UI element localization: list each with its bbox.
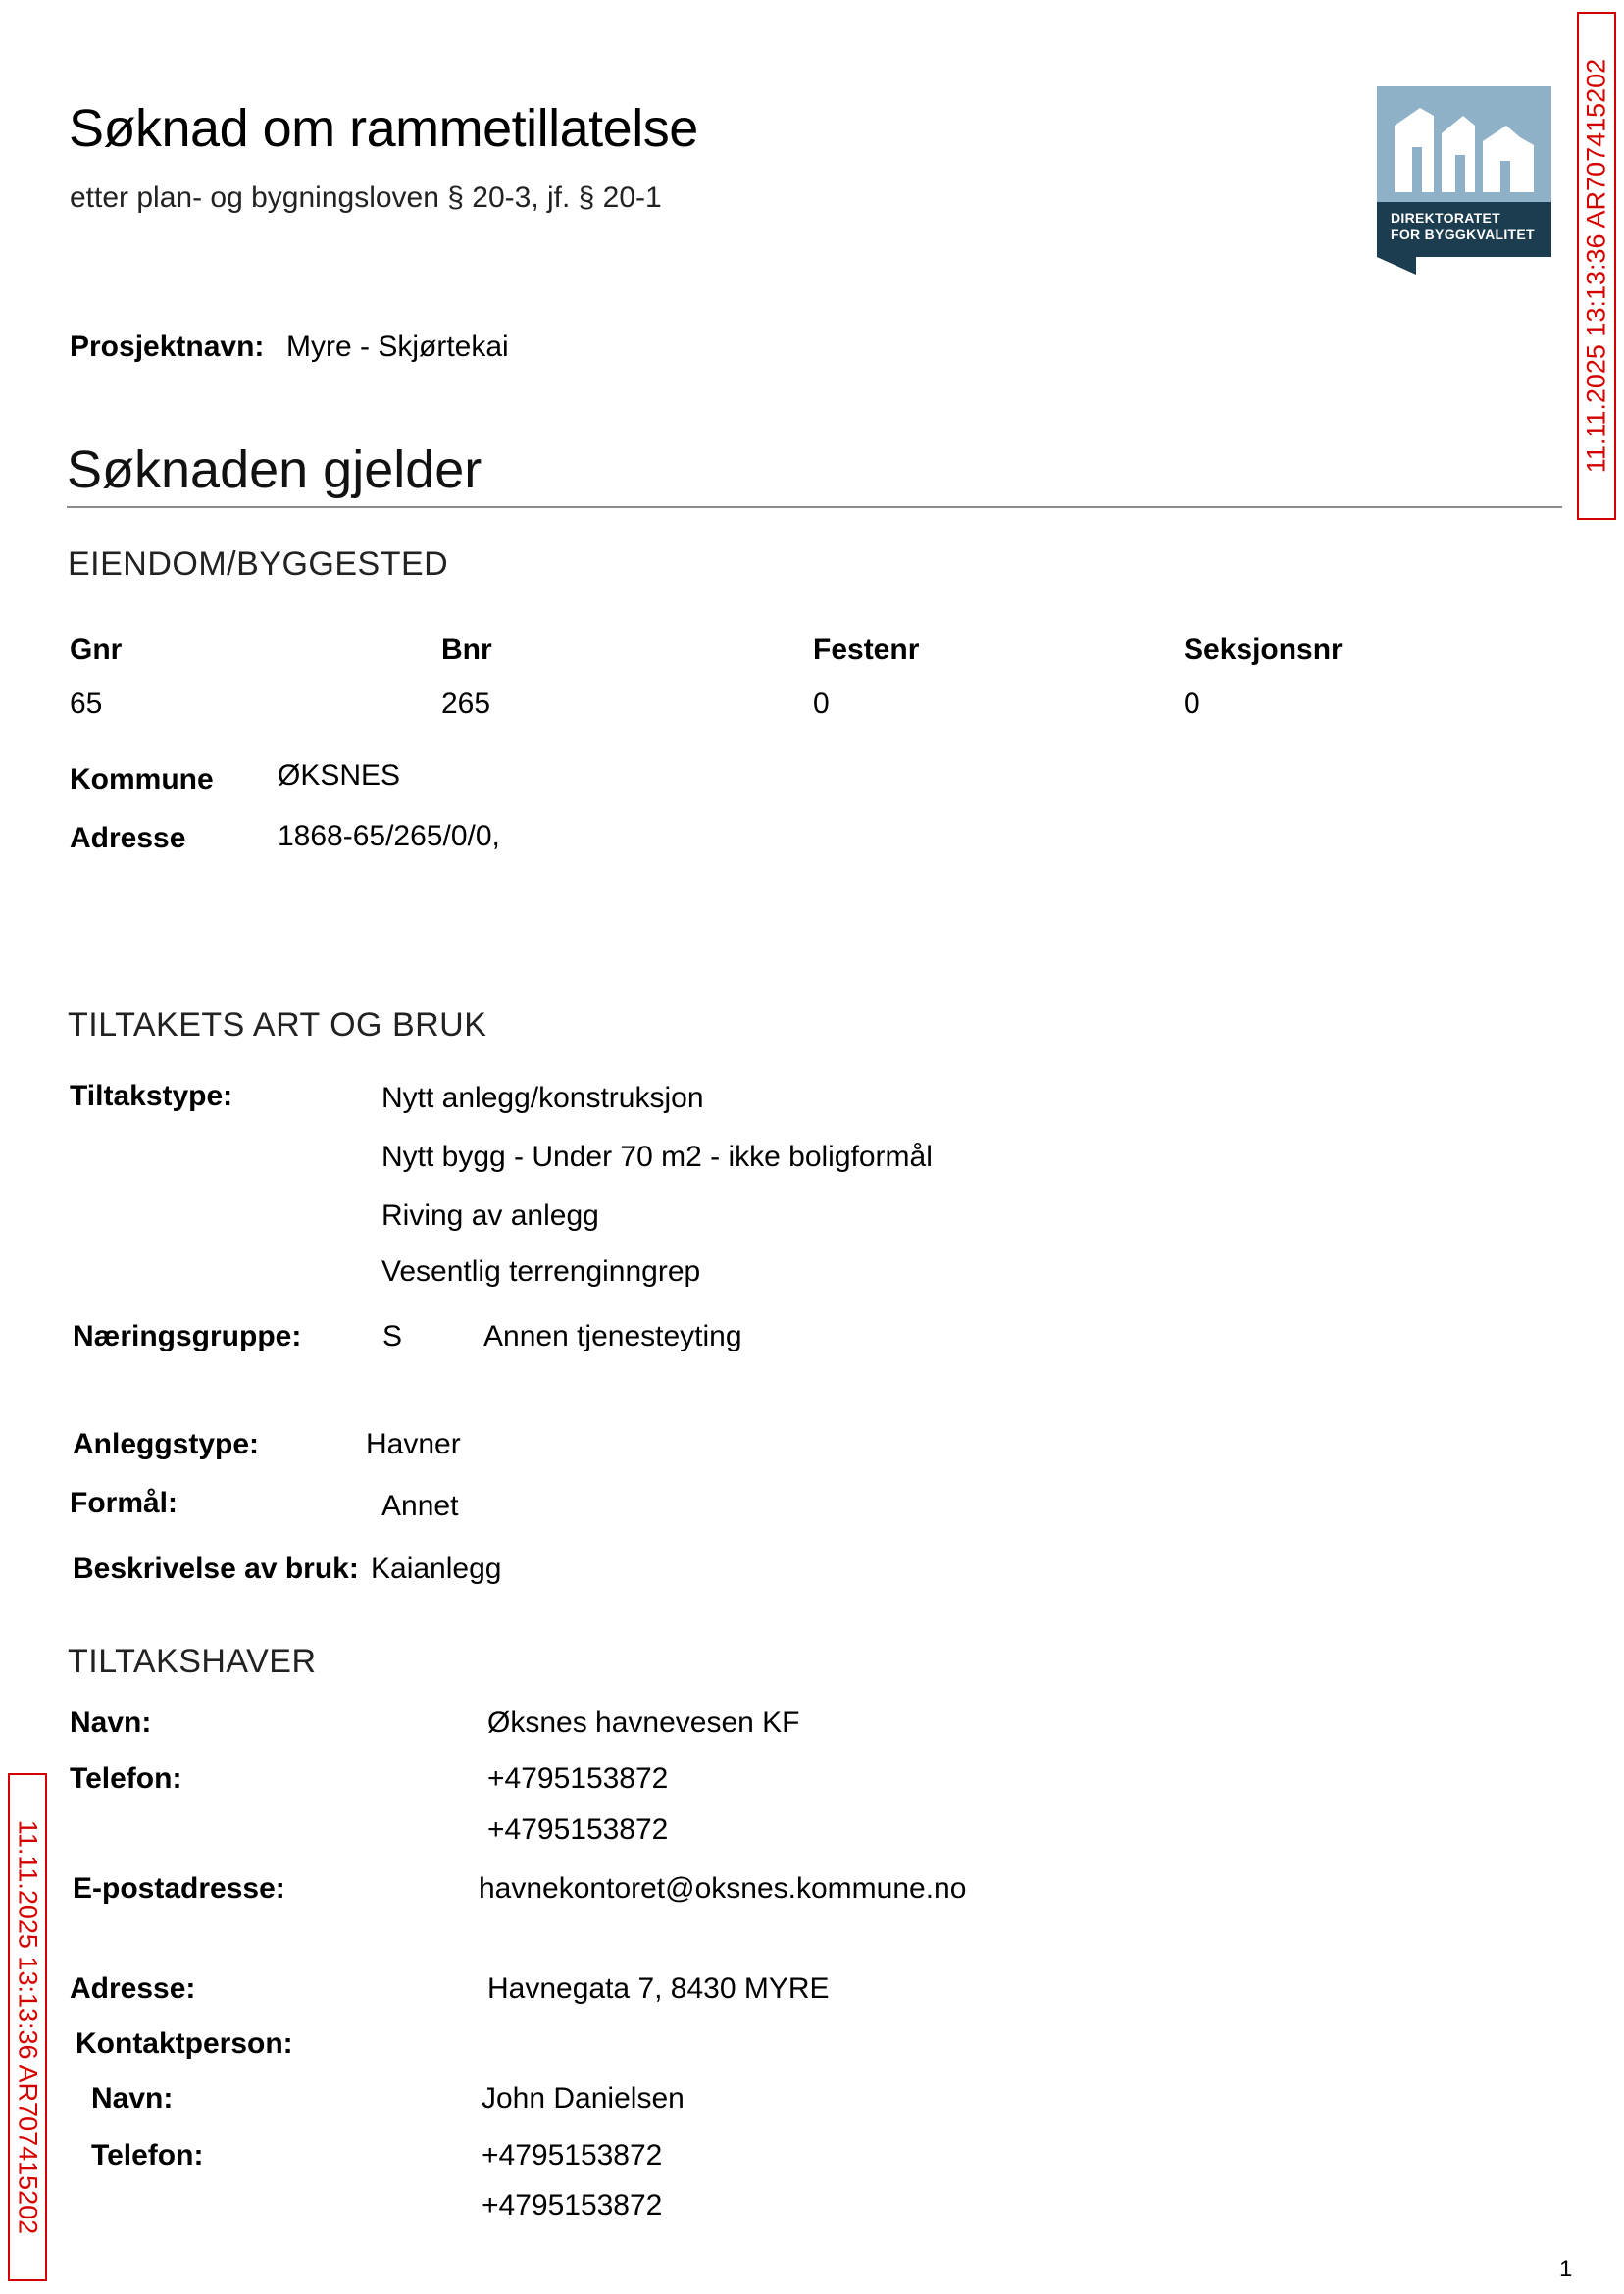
tiltakshaver-navn-value: Øksnes havnevesen KF	[487, 1707, 800, 1739]
seksjonsnr-value: 0	[1184, 688, 1200, 720]
gnr-value: 65	[70, 688, 103, 720]
tiltakstype-item: Nytt bygg - Under 70 m2 - ikke boligformål	[381, 1141, 933, 1173]
naeringsgruppe-label: Næringsgruppe:	[73, 1320, 302, 1352]
section-divider	[67, 506, 1562, 508]
tiltakshaver-adresse-value: Havnegata 7, 8430 MYRE	[487, 1972, 830, 2005]
beskrivelse-value: Kaianlegg	[371, 1553, 502, 1585]
naeringsgruppe-code: S	[382, 1320, 403, 1352]
bnr-label: Bnr	[441, 634, 492, 666]
stamp-left-text: 11.11.2025 13:13:36 AR707415202	[13, 1819, 43, 2235]
seksjonsnr-label: Seksjonsnr	[1184, 634, 1343, 666]
tiltakshaver-navn-label: Navn:	[70, 1707, 152, 1739]
logo-text-line1: DIREKTORATET	[1391, 210, 1500, 226]
document-title: Søknad om rammetillatelse	[69, 99, 698, 158]
logo-graphic	[1377, 86, 1551, 275]
gnr-label: Gnr	[70, 634, 123, 666]
tiltakshaver-heading: TILTAKSHAVER	[68, 1643, 317, 1680]
kontakt-telefon-value: +4795153872	[482, 2139, 663, 2171]
anleggstype-label: Anleggstype:	[73, 1428, 260, 1460]
stamp-top-right-text: 11.11.2025 13:13:36 AR707415202	[1581, 58, 1611, 474]
kontakt-telefon-label: Telefon:	[91, 2139, 204, 2171]
kontaktperson-label: Kontaktperson:	[76, 2027, 293, 2060]
eiendom-adresse-value: 1868-65/265/0/0,	[278, 820, 500, 852]
dibk-logo	[1377, 86, 1551, 275]
kommune-value: ØKSNES	[278, 759, 401, 791]
tiltakshaver-telefon-value: +4795153872	[487, 1762, 669, 1795]
tiltakstype-item: Riving av anlegg	[381, 1199, 599, 1232]
anleggstype-value: Havner	[366, 1428, 461, 1460]
tiltakshaver-telefon-label: Telefon:	[70, 1762, 182, 1795]
tiltak-heading: TILTAKETS ART OG BRUK	[68, 1006, 487, 1044]
kommune-label: Kommune	[70, 763, 214, 795]
document-subtitle: etter plan- og bygningsloven § 20-3, jf. § 20-1	[70, 181, 662, 214]
tiltakstype-label: Tiltakstype:	[70, 1080, 233, 1112]
beskrivelse-label: Beskrivelse av bruk:	[73, 1553, 359, 1585]
eiendom-heading: EIENDOM/BYGGESTED	[68, 545, 449, 583]
naeringsgruppe-value: Annen tjenesteyting	[483, 1320, 742, 1352]
formal-label: Formål:	[70, 1487, 178, 1519]
section-title: Søknaden gjelder	[67, 440, 482, 499]
page-number: 1	[1559, 2256, 1573, 2282]
kontakt-telefon-value: +4795153872	[482, 2189, 663, 2221]
epost-label: E-postadresse:	[73, 1872, 285, 1905]
epost-value: havnekontoret@oksnes.kommune.no	[479, 1872, 967, 1905]
project-name-value: Myre - Skjørtekai	[286, 331, 509, 363]
kontakt-navn-value: John Danielsen	[482, 2082, 685, 2115]
eiendom-adresse-label: Adresse	[70, 822, 186, 854]
tiltakshaver-telefon-value: +4795153872	[487, 1813, 669, 1846]
festenr-label: Festenr	[813, 634, 920, 666]
kontakt-navn-label: Navn:	[91, 2082, 174, 2115]
project-name-label: Prosjektnavn:	[70, 331, 265, 363]
tiltakstype-item: Vesentlig terrenginngrep	[381, 1255, 701, 1288]
festenr-value: 0	[813, 688, 830, 720]
tiltakstype-item: Nytt anlegg/konstruksjon	[381, 1082, 704, 1114]
logo-text-line2: FOR BYGGKVALITET	[1391, 227, 1535, 242]
formal-value: Annet	[381, 1490, 459, 1522]
tiltakshaver-adresse-label: Adresse:	[70, 1972, 196, 2005]
bnr-value: 265	[441, 688, 491, 720]
